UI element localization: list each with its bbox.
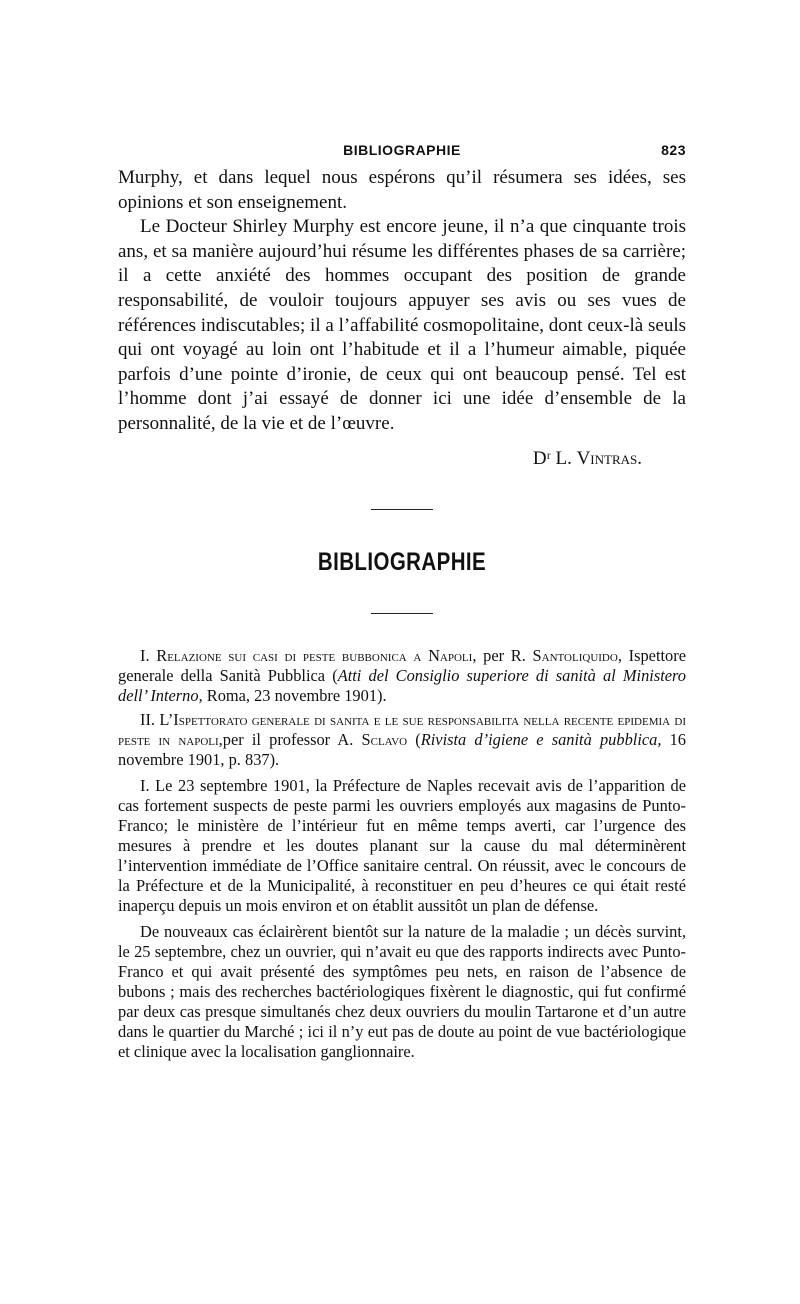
section-title: BIBLIOGRAPHIE bbox=[317, 547, 487, 576]
running-header bbox=[118, 142, 686, 166]
reference-item bbox=[118, 646, 686, 706]
continued-paragraph: Murphy, et dans lequel nous espérons qu’il résumera ses idées, ses opinions et son enseignement. bbox=[118, 167, 686, 213]
author-signature bbox=[118, 447, 686, 471]
body-paragraph: De nouveaux cas éclairèrent bientôt sur la nature de la maladie ; un décès survint, le 25 septembre, chez un ouvrier, qui n’avait eu que des rapports indirects avec Punto-Franco et qui avait présenté des symptômes peu nets, en raison de l’absence de bubons ; mais des recherches bactériologiques fixèrent le diagnostic, qui fut confirmé par deux cas presque simultanés chez deux ouvriers du moulin Tartarone et d’un autre dans le quartier du Marché ; ici il n’y eut pas de doute au point de vue bactériologique et clinique avec la localisation ganglionnaire. bbox=[118, 921, 686, 1061]
reference-author: Sclavo bbox=[361, 729, 408, 749]
reference-rest: Ispettore generale della Sanità Pubblica ( bbox=[118, 645, 686, 685]
reference-list bbox=[118, 646, 686, 770]
page-number: 823 bbox=[661, 142, 686, 158]
reference-source: Atti del Consiglio superiore di sanità al Ministero dell’ Interno, bbox=[118, 665, 686, 705]
body-paragraph: I. Le 23 septembre 1901, la Préfecture de Naples recevait avis de l’apparition de cas fortement suspects de peste parmi les ouvriers employés aux magasins de Punto-Franco; le ministère de l’intérieur fut en même temps averti, car l’urgence des mesures à prendre et les doutes planant sur la cause du mal déterminèrent l’intervention immédiate de l’Office sanitaire central. On réussit, avec le concours de la Préfecture et de la Municipalité, à reconstituer en peu d’heures ce qui était resté inaperçu depuis un mois environ et on établit aussitôt un plan de défense. bbox=[118, 775, 686, 915]
reference-rest: ( bbox=[407, 729, 421, 749]
signature-name: Vintras. bbox=[576, 447, 642, 469]
reference-end: Roma, 23 novembre 1901). bbox=[202, 685, 387, 705]
reference-item bbox=[118, 710, 686, 770]
reference-title: I. Relazione sui casi di peste bubbonica a Napoli, bbox=[140, 645, 477, 665]
reference-by: per R. bbox=[476, 645, 533, 665]
document-page bbox=[118, 142, 686, 1062]
divider-rule-top bbox=[371, 509, 433, 510]
reference-source: Rivista d’igiene e sanità pubblica, bbox=[420, 729, 662, 749]
signature-prefix: Dʳ L. bbox=[532, 447, 577, 469]
reference-by: per il professor A. bbox=[222, 729, 362, 749]
reference-title: II. L’Ispettorato generale di sanita e le sue responsabilita nella recente epidemia di peste in napoli, bbox=[118, 709, 686, 749]
running-title: BIBLIOGRAPHIE bbox=[343, 142, 461, 158]
reference-author: Santoliquido, bbox=[532, 645, 622, 665]
murphy-paragraph: Le Docteur Shirley Murphy est encore jeune, il n’a que cinquante trois ans, et sa manière aujourd’hui résume les différentes phases de sa carrière; il a cette anxiété des hommes occupant des position de grande responsabilité, de vouloir toujours appuyer ses avis ou ses vues de références indiscutables; il a l’affabilité cosmopolitaine, dont ceux-là seuls qui ont voyagé au loin ont l’habitude et il a l’humeur aimable, piquée parfois d’une pointe d’ironie, de ceux qui ont beaucoup pensé. Tel est l’homme dont j’ai essayé de donner ici une idée d’ensemble de la personnalité, de la vie et de l’œuvre. bbox=[118, 216, 686, 434]
divider-rule-bottom bbox=[371, 613, 433, 614]
reference-end: 16 novembre 1901, p. 837). bbox=[118, 729, 686, 769]
